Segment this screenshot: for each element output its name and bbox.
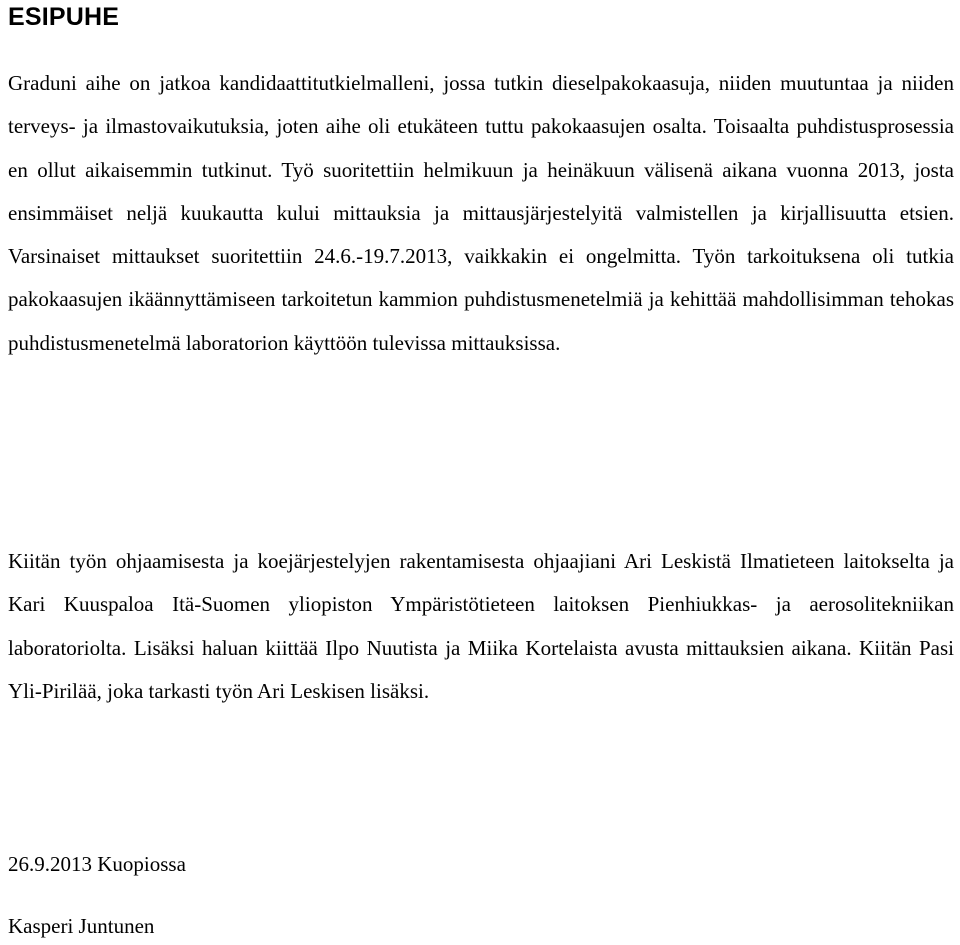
- page-title: ESIPUHE: [8, 3, 120, 31]
- date-place: 26.9.2013 Kuopiossa: [8, 852, 186, 876]
- author-name: Kasperi Juntunen: [8, 914, 155, 938]
- paragraph-1: Graduni aihe on jatkoa kandidaattitutkielmalleni, jossa tutkin dieselpakokaasuja, niiden muutuntaa ja niiden terveys- ja ilmastovaikutuksia, joten aihe oli etukäteen tuttu pakokaasujen osalta. Toisaalta puhdistusprosessia en ollut aikaisemmin tutkinut. Työ suoritettiin helmikuun ja heinäkuun välisenä aikana vuonna 2013, josta ensimmäiset neljä kuukautta kului mittauksia ja mittausjärjestelyitä valmistellen ja kirjallisuutta etsien. Varsinaiset mittaukset suoritettiin 24.6.-19.7.2013, vaikkakin ei ongelmitta. Työn tarkoituksena oli tutkia pakokaasujen ikäännyttämiseen tarkoitetun kammion puhdistusmenetelmiä ja kehittää mahdollisimman tehokas puhdistusmenetelmä laboratorion käyttöön tulevissa mittauksissa.: [8, 71, 954, 355]
- paragraph-2: Kiitän työn ohjaamisesta ja koejärjestelyjen rakentamisesta ohjaajiani Ari Leskistä Ilmatieteen laitokselta ja Kari Kuuspaloa Itä-Suomen yliopiston Ympäristötieteen laitoksen Pienhiukkas- ja aerosolitekniikan laboratoriolta. Lisäksi haluan kiittää Ilpo Nuutista ja Miika Kortelaista avusta mittauksien aikana. Kiitän Pasi Yli-Pirilää, joka tarkasti työn Ari Leskisen lisäksi.: [8, 549, 954, 703]
